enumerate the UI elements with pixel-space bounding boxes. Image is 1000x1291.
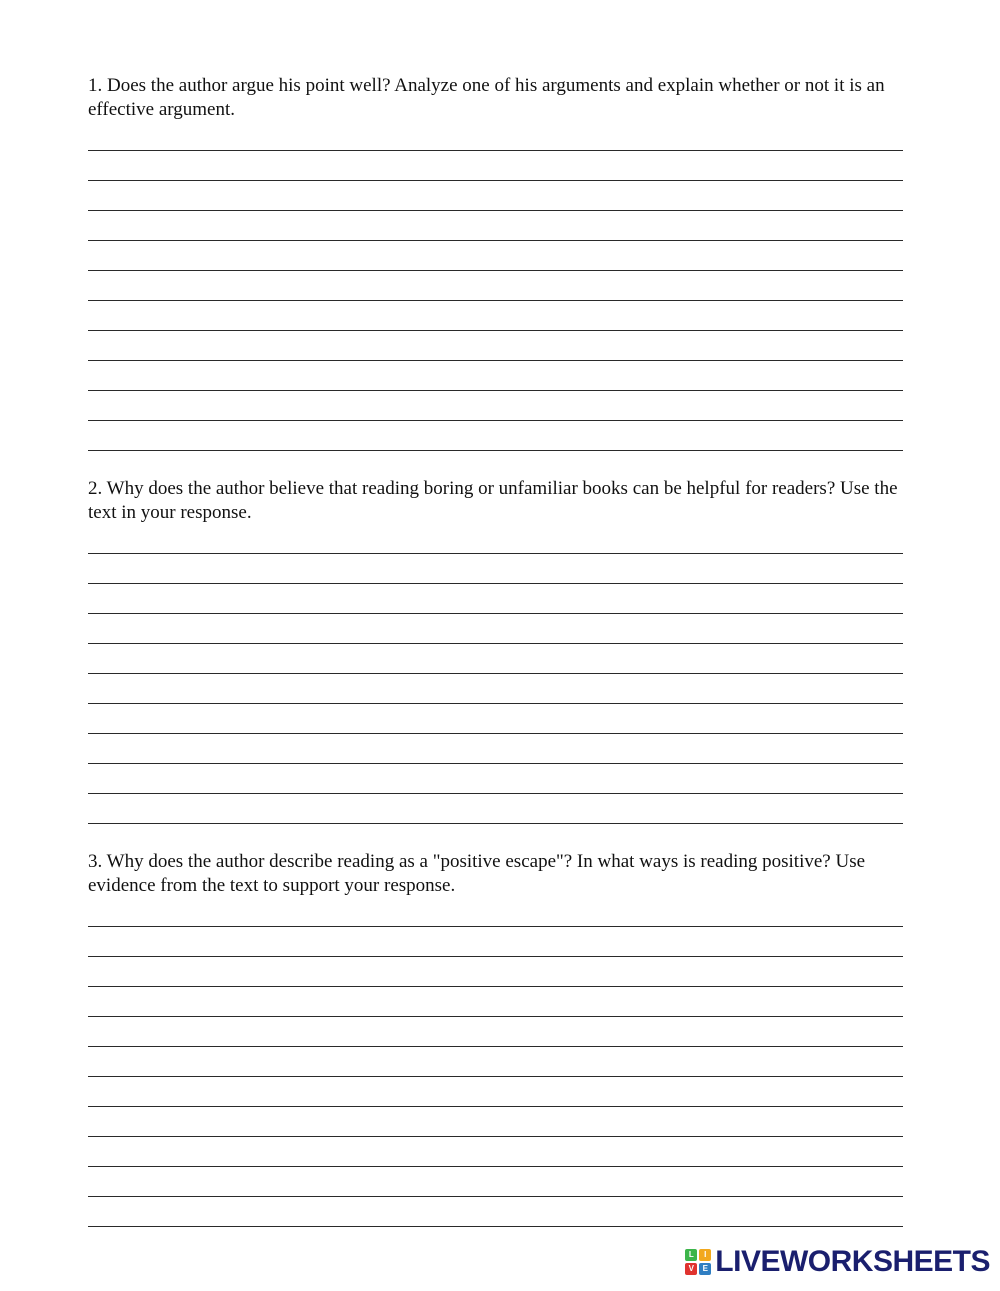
answer-line[interactable] — [88, 270, 903, 271]
answer-line[interactable] — [88, 300, 903, 301]
question-2 — [88, 477, 903, 525]
answer-line[interactable] — [88, 180, 903, 181]
answer-line[interactable] — [88, 240, 903, 241]
logo-mark-l: L — [685, 1249, 697, 1261]
question-1-text: 1. Does the author argue his point well? Analyze one of his arguments and explain whether or not it is an effective argument. — [88, 75, 885, 120]
answer-line[interactable] — [88, 1226, 903, 1227]
answer-line[interactable] — [88, 673, 903, 674]
answer-line[interactable] — [88, 150, 903, 151]
answer-line[interactable] — [88, 583, 903, 584]
answer-line[interactable] — [88, 703, 903, 704]
answer-line[interactable] — [88, 613, 903, 614]
answer-line[interactable] — [88, 643, 903, 644]
question-2-text: 2. Why does the author believe that reading boring or unfamiliar books can be helpful for readers? Use the text in your response. — [88, 478, 898, 523]
answer-line[interactable] — [88, 390, 903, 391]
answer-line[interactable] — [88, 450, 903, 451]
question-3-text: 3. Why does the author describe reading as a "positive escape"? In what ways is reading positive? Use evidence from the text to support your response. — [88, 851, 866, 896]
answer-line[interactable] — [88, 553, 903, 554]
answer-line[interactable] — [88, 956, 903, 957]
answer-line[interactable] — [88, 1106, 903, 1107]
logo-mark-v: V — [685, 1263, 697, 1275]
liveworksheets-logo — [685, 1245, 990, 1279]
answer-line[interactable] — [88, 1016, 903, 1017]
answer-line[interactable] — [88, 1166, 903, 1167]
answer-line[interactable] — [88, 330, 903, 331]
answer-line[interactable] — [88, 986, 903, 987]
answer-line[interactable] — [88, 793, 903, 794]
answer-line[interactable] — [88, 1196, 903, 1197]
question-3 — [88, 850, 903, 898]
answer-line[interactable] — [88, 823, 903, 824]
answer-line[interactable] — [88, 360, 903, 361]
liveworksheets-logo-icon — [685, 1249, 711, 1275]
answer-line[interactable] — [88, 1046, 903, 1047]
logo-mark-i: I — [699, 1249, 711, 1261]
answer-line[interactable] — [88, 210, 903, 211]
answer-line[interactable] — [88, 733, 903, 734]
answer-line[interactable] — [88, 420, 903, 421]
question-1 — [88, 74, 903, 122]
answer-line[interactable] — [88, 763, 903, 764]
answer-line[interactable] — [88, 926, 903, 927]
liveworksheets-logo-text: LIVEWORKSHEETS — [715, 1245, 990, 1278]
answer-line[interactable] — [88, 1076, 903, 1077]
answer-line[interactable] — [88, 1136, 903, 1137]
logo-mark-e: E — [699, 1263, 711, 1275]
